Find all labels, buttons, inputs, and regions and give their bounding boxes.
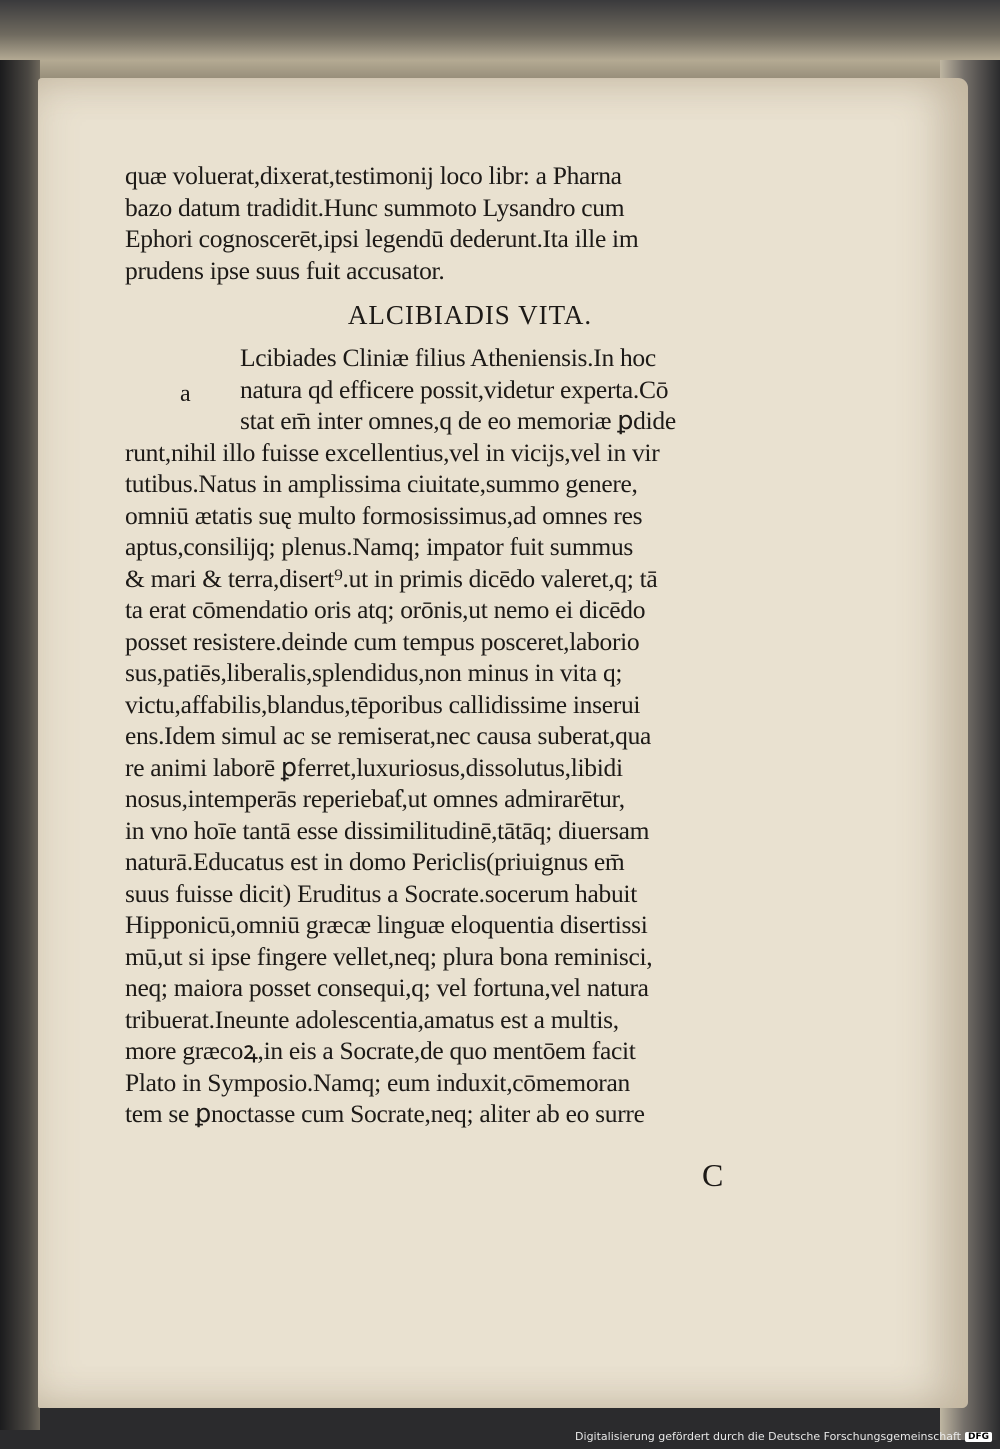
digitization-credit <box>575 1430 992 1443</box>
text-line: more græcoꝝ,in eis a Socrate,de quo mentōem facit <box>125 1036 636 1065</box>
text-line: omniū ætatis suę multo formosissimus,ad omnes res <box>125 500 643 530</box>
dfg-logo: DFG <box>965 1432 992 1442</box>
text-line: aptus,consilijq; plenus.Namq; impator fuit summus <box>125 532 634 561</box>
text-line: victu,affabilis,blandus,tēporibus callidissime inserui <box>125 689 641 719</box>
text-line: runt,nihil illo fuisse excellentius,vel in vicijs,vel in vir <box>125 437 660 467</box>
text-line: suus fuisse dicit) Eruditus a Socrate.socerum habuit <box>125 878 637 908</box>
text-line: Hipponicū,omniū græcæ linguæ eloquentia disertissi <box>125 910 648 939</box>
text-line: ens.Idem simul ac se remiserat,nec causa suberat,qua <box>125 721 652 750</box>
text-line: tem se ꝑnoctasse cum Socrate,neq; aliter ab eo surre <box>125 1099 645 1128</box>
book-top-edge <box>0 0 1000 86</box>
text-line: prudens ipse suus fuit accusator. <box>125 255 445 285</box>
left-page-edge <box>0 60 40 1430</box>
text-line: Plato in Symposio.Namq; eum induxit,cōmemoran <box>125 1067 630 1097</box>
marginal-letter: a <box>180 381 191 407</box>
text-line: Ephori cognoscerēt,ipsi legendū dederunt.Ita ille im <box>125 224 639 253</box>
page-text <box>125 160 785 1130</box>
text-line: ta erat cōmendatio oris atq; orōnis,ut nemo ei dicēdo <box>125 595 646 624</box>
text-line: Lcibiades Cliniæ filius Atheniensis.In hoc <box>240 343 656 372</box>
text-line: re animi laborē ꝑferret,luxuriosus,dissolutus,libidi <box>125 752 623 782</box>
text-line: nosus,intemperās reperiebaƭ,ut omnes admirarētur, <box>125 784 625 813</box>
text-line: tribuerat.Ineunte adolescentia,amatus est a multis, <box>125 1004 619 1034</box>
signature-mark: C <box>702 1157 724 1193</box>
chapter-title: ALCIBIADIS VITA. <box>347 300 593 330</box>
text-line: neq; maiora posset consequi,q; vel fortuna,vel natura <box>125 973 649 1002</box>
text-line: quæ voluerat,dixerat,testimonij loco libr: a Pharna <box>125 161 622 190</box>
text-line: & mari & terra,disert⁹.ut in primis dicēdo valeret,q; tā <box>125 563 658 593</box>
credit-text: Digitalisierung gefördert durch die Deutsche Forschungsgemeinschaft <box>575 1430 961 1443</box>
text-line: in vno hoīe tantā esse dissimilitudinē,tātāq; diuersam <box>125 815 650 845</box>
text-line: natura qd efficere possit,videtur experta.Cō <box>240 374 669 404</box>
text-line: posset resistere.deinde cum tempus posceret,laborio <box>125 626 640 656</box>
text-line: sus,patiēs,liberalis,splendidus,non minus in vita q; <box>125 658 623 687</box>
text-line: stat em̄ inter omnes,q de eo memoriæ ꝑdide <box>240 406 676 435</box>
text-line: tutibus.Natus in amplissima ciuitate,summo genere, <box>125 469 638 498</box>
text-line: mū,ut si ipse fingere vellet,neq; plura bona reminisci, <box>125 941 653 971</box>
text-line: bazo datum tradidit.Hunc summoto Lysandro cum <box>125 192 625 222</box>
text-line: naturā.Educatus est in domo Periclis(priuignus em̄ <box>125 847 625 876</box>
